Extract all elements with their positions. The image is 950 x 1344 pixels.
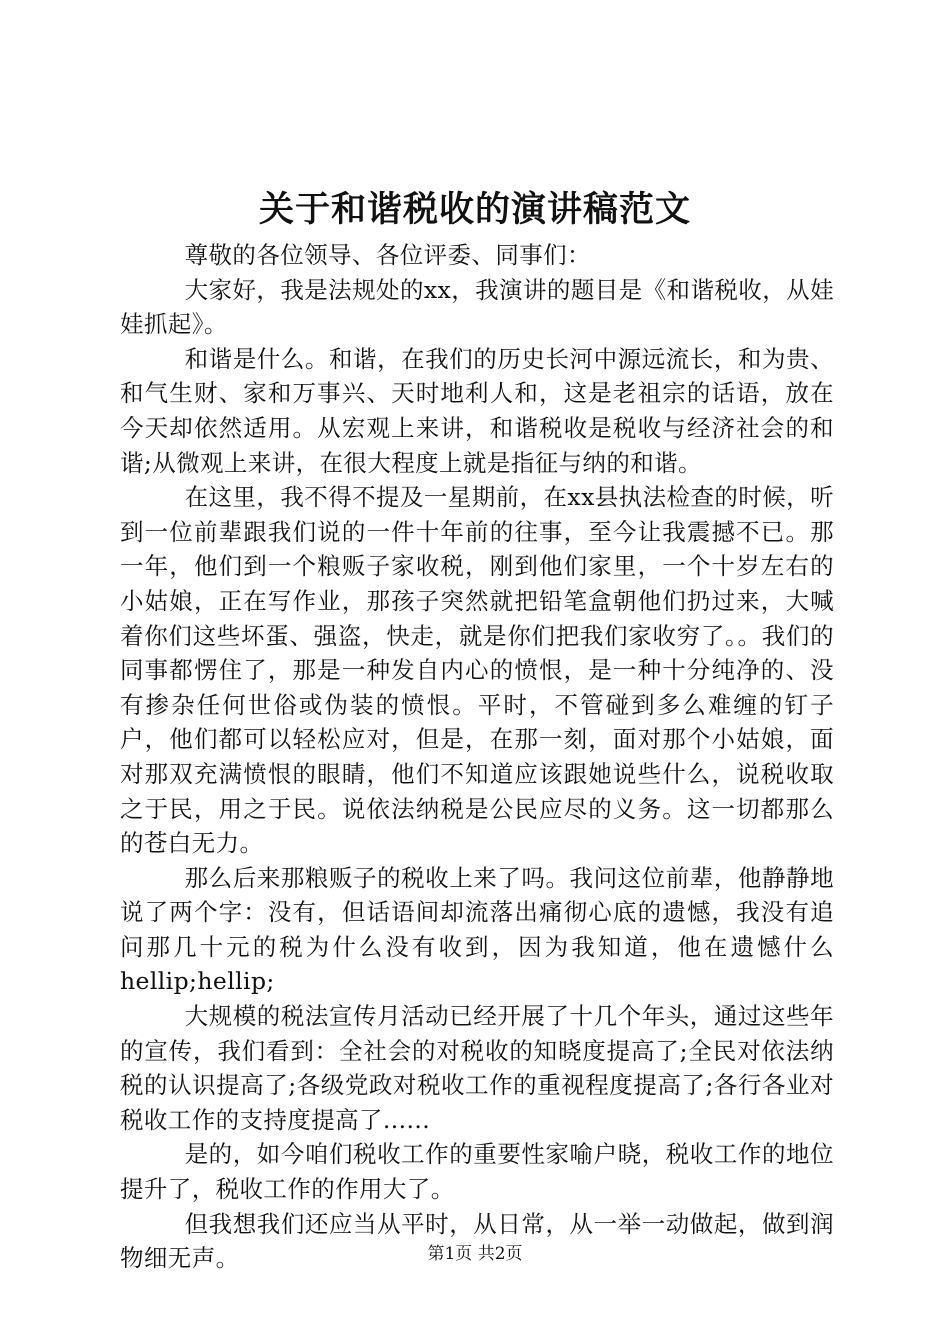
paragraph-story-outcome: 那么后来那粮贩子的税收上来了吗。我问这位前辈，他静静地说了两个字：没有，但话语间却流落出痛彻心底的遗憾，我没有追问那几十元的税为什么没有收到，因为我知道，他在遗憾什么hellip;hellip;: [120, 863, 834, 996]
page-number-footer: 第1页 共2页: [427, 1244, 523, 1264]
document-title: 关于和谐税收的演讲稿范文: [258, 189, 691, 230]
paragraph-conclusion: 但我想我们还应当从平时，从日常，从一举一动做起，做到润物细无声。: [120, 1209, 834, 1273]
paragraph-importance: 是的，如今咱们税收工作的重要性家喻户晓，税收工作的地位提升了，税收工作的作用大了。: [120, 1140, 834, 1204]
paragraph-salutation: 尊敬的各位领导、各位评委、同事们：: [184, 241, 591, 269]
paragraph-publicity-results: 大规模的税法宣传月活动已经开展了十几个年头，通过这些年的宣传，我们看到：全社会的对税收的知晓度提高了;全民对依法纳税的认识提高了;各级党政对税收工作的重视程度提高了;各行各业对税收工作的支持度提高了......: [120, 1002, 834, 1134]
paragraph-introduction: 大家好，我是法规处的xx，我演讲的题目是《和谐税收，从娃娃抓起》。: [120, 275, 834, 339]
paragraph-harmony-definition: 和谐是什么。和谐，在我们的历史长河中源远流长，和为贵、和气生财、家和万事兴、天时地利人和，这是老祖宗的话语，放在今天却依然适用。从宏观上来讲，和谐税收是税收与经济社会的和谐;从微观上来讲，在很大程度上就是指征与纳的和谐。: [120, 344, 834, 477]
document-body: [120, 238, 834, 1276]
paragraph-story: 在这里，我不得不提及一星期前，在xx县执法检查的时候，听到一位前辈跟我们说的一件十年前的往事，至今让我震撼不已。那一年，他们到一个粮贩子家收税，刚到他们家里，一个十岁左右的小姑娘，正在写作业，那孩子突然就把铅笔盒朝他们扔过来，大喊着你们这些坏蛋、强盗，快走，就是你们把我们家收穷了。。我们的同事都愣住了，那是一种发自内心的愤恨，是一种十分纯净的、没有掺杂任何世俗或伪装的愤恨。平时，不管碰到多么难缠的钉子户，他们都可以轻松应对，但是，在那一刻，面对那个小姑娘，面对那双充满愤恨的眼睛，他们不知道应该跟她说些什么，说税收取之于民，用之于民。说依法纳税是公民应尽的义务。这一切都那么的苍白无力。: [120, 483, 834, 858]
